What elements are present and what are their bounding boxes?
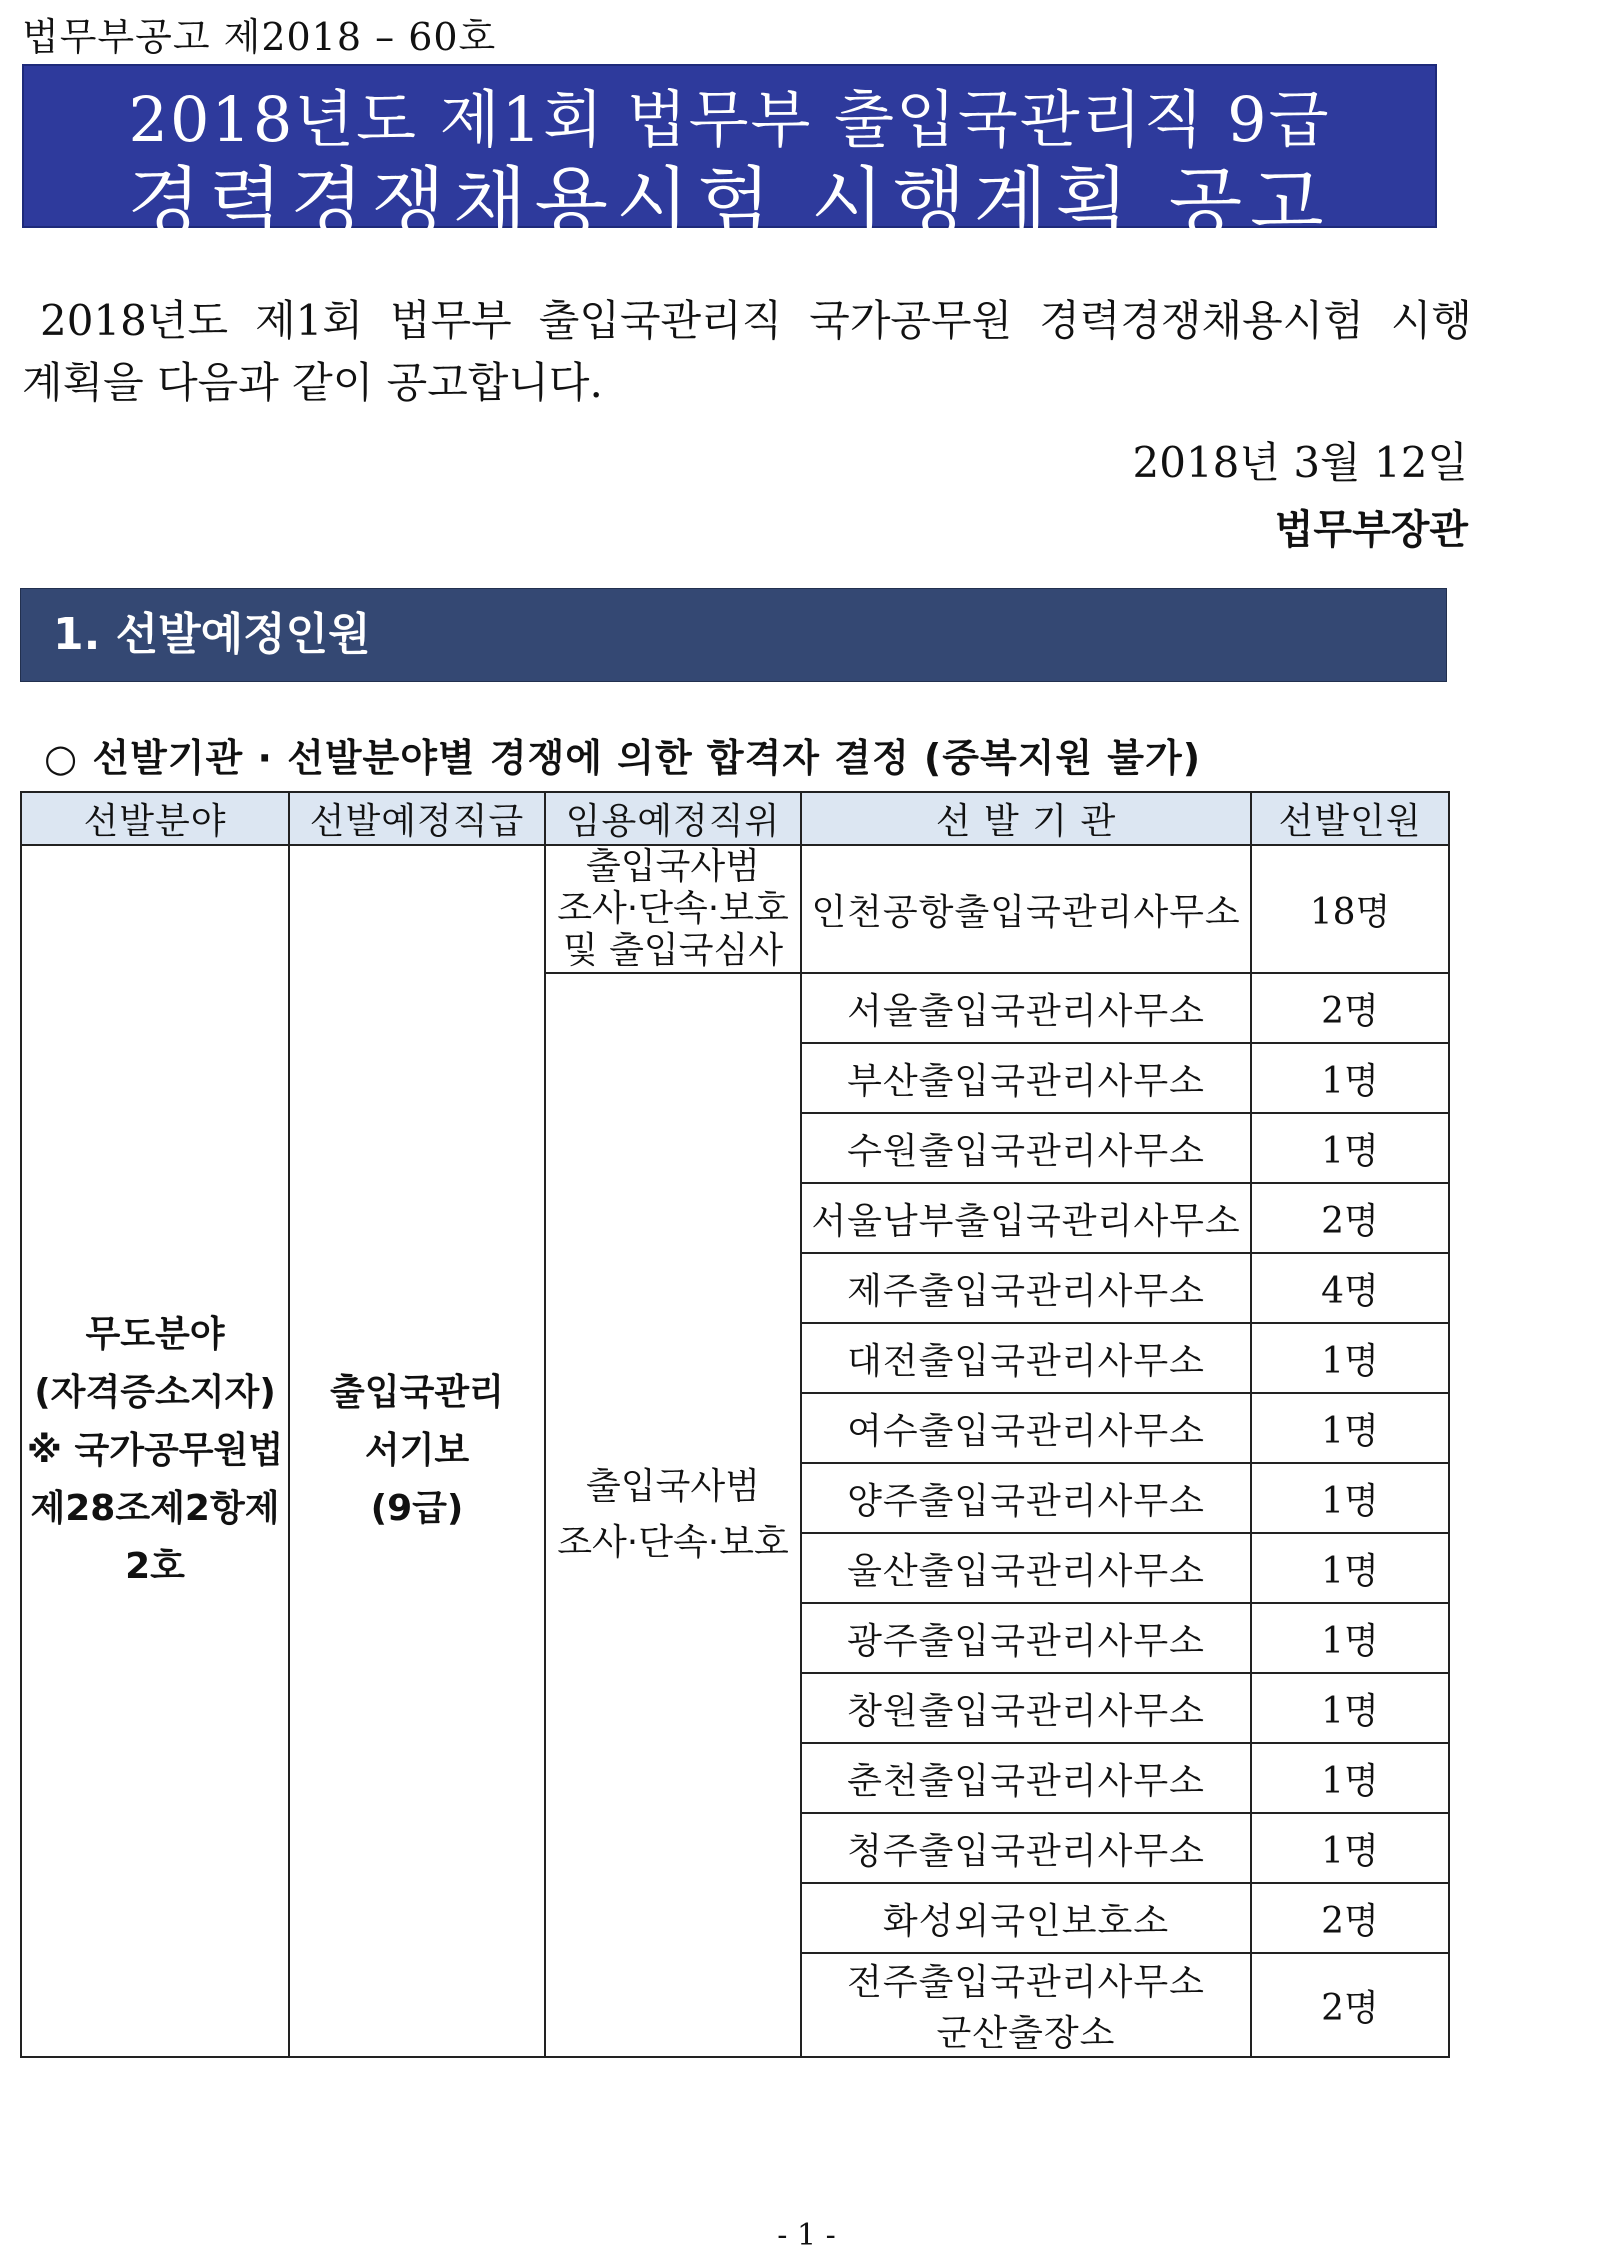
count-cell: 1명 [1251,1393,1449,1463]
office-cell [801,1953,1251,2057]
selection-note: ○ 선발기관 · 선발분야별 경쟁에 의한 합격자 결정 (중복지원 불가) [44,736,1202,780]
office-cell: 서울출입국관리사무소 [801,973,1251,1043]
count-cell: 1명 [1251,1323,1449,1393]
office-cell: 수원출입국관리사무소 [801,1113,1251,1183]
section-title: 1. 선발예정인원 [53,609,371,660]
field-line: ※ 국가공무원법 [26,1430,284,1471]
count-cell: 1명 [1251,1463,1449,1533]
office-cell: 부산출입국관리사무소 [801,1043,1251,1113]
header-grade: 선발예정직급 [289,792,545,845]
office-cell: 청주출입국관리사무소 [801,1813,1251,1883]
office-cell: 제주출입국관리사무소 [801,1253,1251,1323]
grade-line: (9급) [370,1488,464,1529]
field-line: (자격증소지자) [34,1372,276,1413]
office-cell: 인천공항출입국관리사무소 [801,845,1251,973]
grade-line: 서기보 [364,1430,470,1471]
section-heading [20,588,1447,682]
position-cell-2 [545,973,801,2057]
count-cell: 2명 [1251,1953,1449,2057]
count-cell: 1명 [1251,1743,1449,1813]
count-cell: 2명 [1251,1183,1449,1253]
page-number: - 1 - [777,2218,836,2253]
field-cell [21,845,289,2057]
office-cell: 대전출입국관리사무소 [801,1323,1251,1393]
office-cell: 양주출입국관리사무소 [801,1463,1251,1533]
count-cell: 2명 [1251,973,1449,1043]
count-cell: 1명 [1251,1603,1449,1673]
office-sub-line: 군산출장소 [936,2013,1116,2054]
table-row [21,845,1449,973]
count-cell: 4명 [1251,1253,1449,1323]
position-line: 및 출입국심사 [562,930,784,971]
title-line-2: 경력경쟁채용시험 시행계획 공고 [127,158,1332,247]
office-cell: 창원출입국관리사무소 [801,1673,1251,1743]
signer: 법무부장관 [1274,507,1468,553]
header-office: 선 발 기 관 [801,792,1251,845]
grade-cell [289,845,545,2057]
office-cell: 여수출입국관리사무소 [801,1393,1251,1463]
intro-paragraph [22,290,1472,414]
position-line: 출입국사범 [586,846,760,887]
announcement-date: 2018년 3월 12일 [1132,438,1468,487]
title-line-1: 2018년도 제1회 법무부 출입국관리직 9급 [128,83,1331,156]
intro-line-1: 2018년도 제1회 법무부 출입국관리직 국가공무원 경력경쟁채용시험 시행 [40,296,1472,345]
field-line: 제28조제2항제2호 [30,1488,280,1587]
notice-number: 법무부공고 제2018 – 60호 [22,15,497,59]
field-line: 무도분야 [85,1314,225,1355]
position-line: 출입국사범 [586,1466,760,1507]
office-cell: 광주출입국관리사무소 [801,1603,1251,1673]
count-cell: 2명 [1251,1883,1449,1953]
title-banner [22,64,1437,247]
intro-line-2: 계획을 다음과 같이 공고합니다. [22,358,603,407]
office-line: 전주출입국관리사무소 [847,1962,1205,2003]
table-header-row [21,792,1449,845]
count-cell: 18명 [1251,845,1449,973]
grade-line: 출입국관리 [330,1372,504,1413]
office-cell: 울산출입국관리사무소 [801,1533,1251,1603]
position-cell-1 [545,845,801,973]
office-cell: 화성외국인보호소 [801,1883,1251,1953]
header-count: 선발인원 [1251,792,1449,845]
count-cell: 1명 [1251,1813,1449,1883]
position-line: 조사·단속·보호 [557,1522,789,1563]
count-cell: 1명 [1251,1673,1449,1743]
count-cell: 1명 [1251,1533,1449,1603]
count-cell: 1명 [1251,1113,1449,1183]
office-cell: 춘천출입국관리사무소 [801,1743,1251,1813]
office-cell: 서울남부출입국관리사무소 [801,1183,1251,1253]
header-position: 임용예정직위 [545,792,801,845]
selection-table [20,791,1450,2058]
header-field: 선발분야 [21,792,289,845]
position-line: 조사·단속·보호 [557,888,789,929]
count-cell: 1명 [1251,1043,1449,1113]
